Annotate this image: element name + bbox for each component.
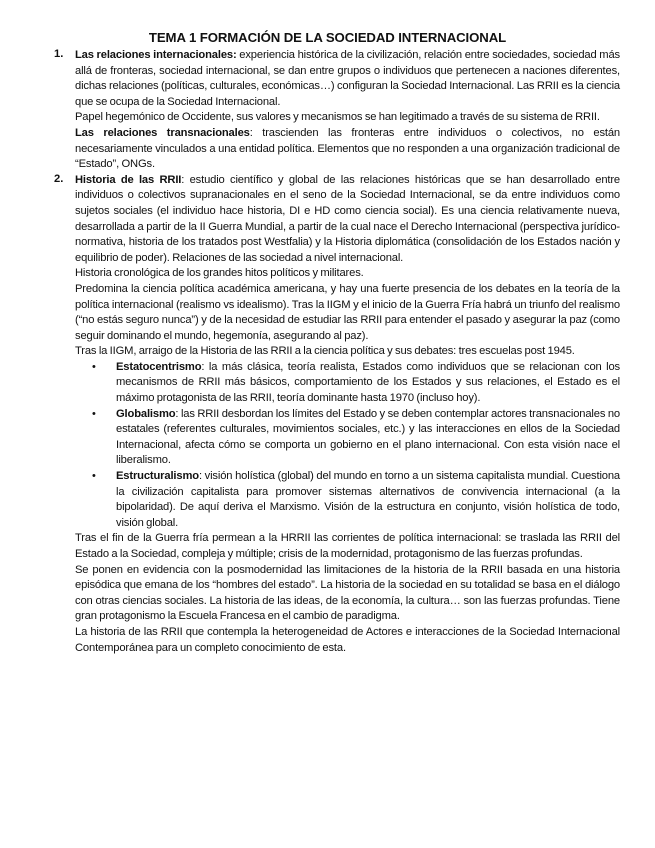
- paragraph: [75, 48, 620, 110]
- paragraph-text: experiencia histórica de la civilización, relación entre sociedades, sociedad más allá de fronteras, sociedad internacional, se dan entre grupos o individuos que pertenecen a naciones diferentes, dichas relaciones (políticas, culturales, económicas…) configuran la Sociedad Internacional. Las RRII es la ciencia que se ocupa de la Sociedad Internacional.: [75, 49, 620, 108]
- paragraph: Tras la IIGM, arraigo de la Historia de las RRII a la ciencia política y sus debates: tres escuelas post 1945.: [75, 345, 575, 358]
- term: Las relaciones transnacionales: [75, 126, 250, 139]
- bullet-icon: •: [92, 360, 96, 373]
- bullet-text: [116, 360, 620, 407]
- numbered-list: [0, 48, 655, 656]
- paragraph: Papel hegemónico de Occidente, sus valores y mecanismos se han legitimado a través de su sistema de RRII.: [75, 111, 600, 124]
- bullet-icon: •: [92, 470, 96, 483]
- bullet-text: [116, 469, 620, 531]
- paragraph: La historia de las RRII que contempla la heterogeneidad de Actores e interacciones de la Sociedad Internacional Contemporánea para un completo conocimiento de esta.: [75, 625, 620, 654]
- term: Estructuralismo: [116, 470, 199, 483]
- paragraph: [75, 126, 620, 173]
- item-number: 2.: [54, 172, 64, 185]
- bullet-item: [0, 407, 655, 469]
- list-item-1: [0, 48, 655, 173]
- term: Historia de las RRII: [75, 173, 182, 186]
- term: Globalismo: [116, 407, 176, 420]
- bullet-item: [0, 469, 655, 531]
- paragraph-text: : las RRII desbordan los límites del Estado y se deben contemplar actores transnacionales no estatales (referentes culturales, movimientos sociales, etc.) y las interacciones en ellos de la Sociedad Internacional, afecta cómo se comporta un gobierno en el plano internacional. Con esta visión nace el liberalismo.: [116, 407, 620, 467]
- page-title: TEMA 1 FORMACIÓN DE LA SOCIEDAD INTERNACIONAL: [148, 30, 507, 45]
- list-item-2: [0, 173, 655, 656]
- term: Las relaciones internacionales:: [75, 49, 237, 61]
- paragraph: [75, 173, 620, 267]
- paragraph: Tras el fin de la Guerra fría permean a la HRRII las corrientes de política internacional: se traslada las RRII del Estado a la Sociedad, compleja y múltiple; crisis de la modernidad, protagonismo de las fuerzas profundas.: [75, 532, 620, 560]
- term: Estatocentrismo: [116, 360, 202, 373]
- paragraph-text: : visión holística (global) del mundo en torno a un sistema capitalista mundial. Cuestiona la civilización capitalista para promover sistemas alternativos de convivencia internacional (a la bipolaridad). De aquí deriva el Marxismo. Visión de la estructura en conjunto, visión holística de todo, visión global.: [116, 470, 620, 529]
- paragraph-text: : la más clásica, teoría realista, Estados como individuos que se relacionan con los mecanismos de RRII más básicos, comportamiento de los Estados y sus relaciones, el Estado es el máximo protagonista de las RRII, teoría dominante hasta 1970 (incluso hoy).: [116, 360, 620, 405]
- paragraph: Historia cronológica de los grandes hitos políticos y militares.: [75, 267, 364, 280]
- paragraph-text: : estudio científico y global de las relaciones históricas que se han desarrollado entre individuos o colectivos supranacionales en el seno de la Sociedad Internacional, se da entre individuos como sujetos sociales (el individuo hace historia, DI e HD como ciencia social). Es una ciencia relativamente nueva, desarrollada a partir de la II Guerra Mundial, a partir de la cual nace el Derecho Internacional (perspectiva jurídico-normativa, historia de los tratados post Westfalia) y la Historia diplomática (consolidación de los Estados nación y equilibrio de poder). Relaciones de las sociedad a nivel internacional.: [75, 173, 620, 264]
- item-number: 1.: [54, 48, 64, 60]
- paragraph: Se ponen en evidencia con la posmodernidad las limitaciones de la historia de la RRII basada en una historia episódica que emana de los “hombres del estado”. La historia de la sociedad en su totalidad se basa en el diálogo con otras ciencias sociales. La historia de las ideas, de la economía, la cultura… son las fuerzas profundas. Tiene gran protagonismo la Escuela Francesa en el cambio de paradigma.: [75, 563, 620, 623]
- paragraph: Predomina la ciencia política académica americana, y hay una fuerte presencia de los debates en la teoría de la política internacional (realismo vs idealismo). Tras la IIGM y el inicio de la Guerra Fría habrá un triunfo del realismo (“no estás seguro nunca”) y de la necesidad de estudiar las RRII para entender el pasado y asegurar la paz (como seguir dominando el mundo, hegemonía, asegurando al paz).: [75, 282, 620, 342]
- bullet-text: [116, 407, 620, 469]
- paragraph-text: : trascienden las fronteras entre individuos o colectivos, no están necesariamente vinculados a una entidad política. Elementos que no responden a una organización tradicional de “Estado”, ONGs.: [75, 126, 620, 171]
- bullet-item: [0, 360, 655, 407]
- bullet-icon: •: [92, 407, 96, 420]
